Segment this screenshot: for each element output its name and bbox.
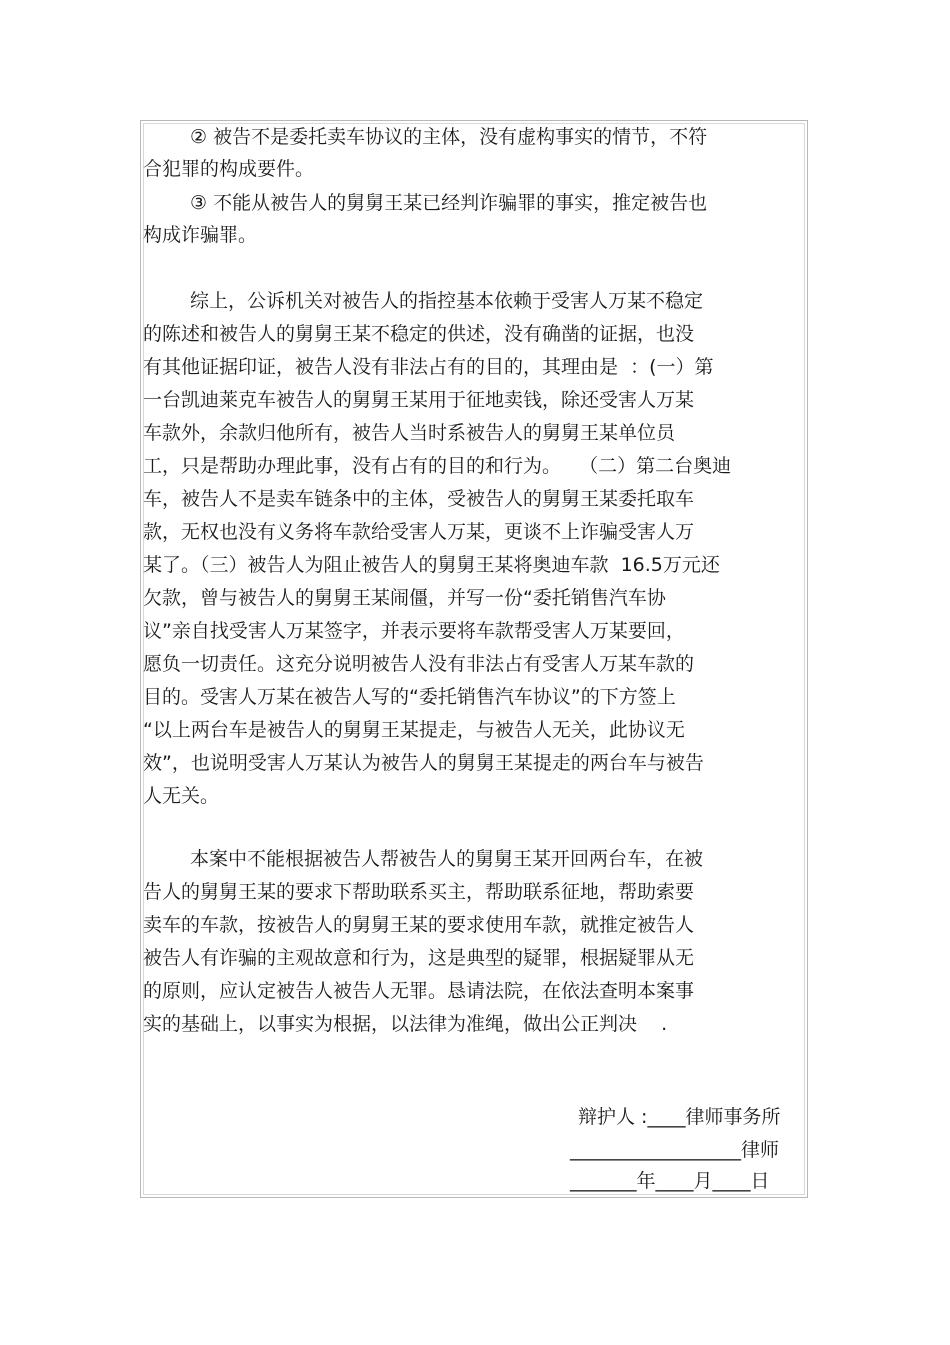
summary-line-5: 车款外，余款归他所有，被告人当时系被告人的舅舅王某单位员	[143, 422, 676, 444]
summary-line-3: 有其他证据印证，被告人没有非法占有的目的，其理由是 ：(一）第	[143, 356, 714, 378]
summary-line-10: 欠款，曾与被告人的舅舅王某闹僵，并写一份“委托销售汽车协	[143, 587, 666, 609]
summary-line-9: 某了。（三）被告人为阻止被告人的舅舅王某将奥迪车款 16.5万元还	[143, 554, 720, 576]
conclusion-line-3: 卖车的车款，按被告人的舅舅王某的要求使用车款，就推定被告人	[143, 914, 695, 936]
summary-line-12: 愿负一切责任。这充分说明被告人没有非法占有受害人万某车款的	[143, 653, 695, 675]
summary-line-14: “以上两台车是被告人的舅舅王某提走，与被告人无关，此协议无	[143, 719, 685, 741]
conclusion-line-2: 告人的舅舅王某的要求下帮助联系买主，帮助联系征地，帮助索要	[143, 881, 695, 903]
paragraph-3-line-1: ③ 不能从被告人的舅舅王某已经判诈骗罪的事实，推定被告也	[190, 192, 708, 214]
summary-line-16: 人无关。	[143, 785, 220, 807]
paragraph-2-line-2: 合犯罪的构成要件。	[143, 158, 315, 180]
summary-line-13: 目的。受害人万某在被告人写的“委托销售汽车协议”的下方签上	[143, 686, 676, 708]
signature-lawyer: __________________律师	[570, 1139, 780, 1161]
summary-line-4: 一台凯迪莱克车被告人的舅舅王某用于征地卖钱，除还受害人万某	[143, 389, 695, 411]
conclusion-line-6: 实的基础上，以事实为根据，以法律为准绳，做出公正判决 .	[143, 1013, 668, 1035]
conclusion-line-4: 被告人有诈骗的主观故意和行为，这是典型的疑罪，根据疑罪从无	[143, 947, 695, 969]
summary-line-6: 工，只是帮助办理此事，没有占有的目的和行为。 （二）第二台奥迪	[143, 455, 732, 477]
summary-line-8: 款，无权也没有义务将车款给受害人万某，更谈不上诈骗受害人万	[143, 521, 695, 543]
signature-defender: 辩护人 :____律师事务所	[578, 1106, 781, 1128]
summary-line-2: 的陈述和被告人的舅舅王某不稳定的供述，没有确凿的证据，也没	[143, 323, 695, 345]
summary-line-11: 议”亲自找受害人万某签字，并表示要将车款帮受害人万某要回，	[143, 620, 685, 642]
summary-line-1: 综上，公诉机关对被告人的指控基本依赖于受害人万某不稳定	[190, 290, 704, 312]
conclusion-line-1: 本案中不能根据被告人帮被告人的舅舅王某开回两台车，在被	[190, 848, 704, 870]
paragraph-2-line-1: ② 被告不是委托卖车协议的主体，没有虚构事实的情节，不符	[190, 126, 708, 148]
paragraph-3-line-2: 构成诈骗罪。	[143, 224, 258, 246]
summary-line-15: 效”，也说明受害人万某认为被告人的舅舅王某提走的两台车与被告	[143, 752, 704, 774]
signature-date: _______年____月____日	[570, 1170, 770, 1192]
summary-line-7: 车，被告人不是卖车链条中的主体，受被告人的舅舅王某委托取车	[143, 488, 695, 510]
conclusion-line-5: 的原则，应认定被告人被告人无罪。恳请法院，在依法查明本案事	[143, 980, 695, 1002]
